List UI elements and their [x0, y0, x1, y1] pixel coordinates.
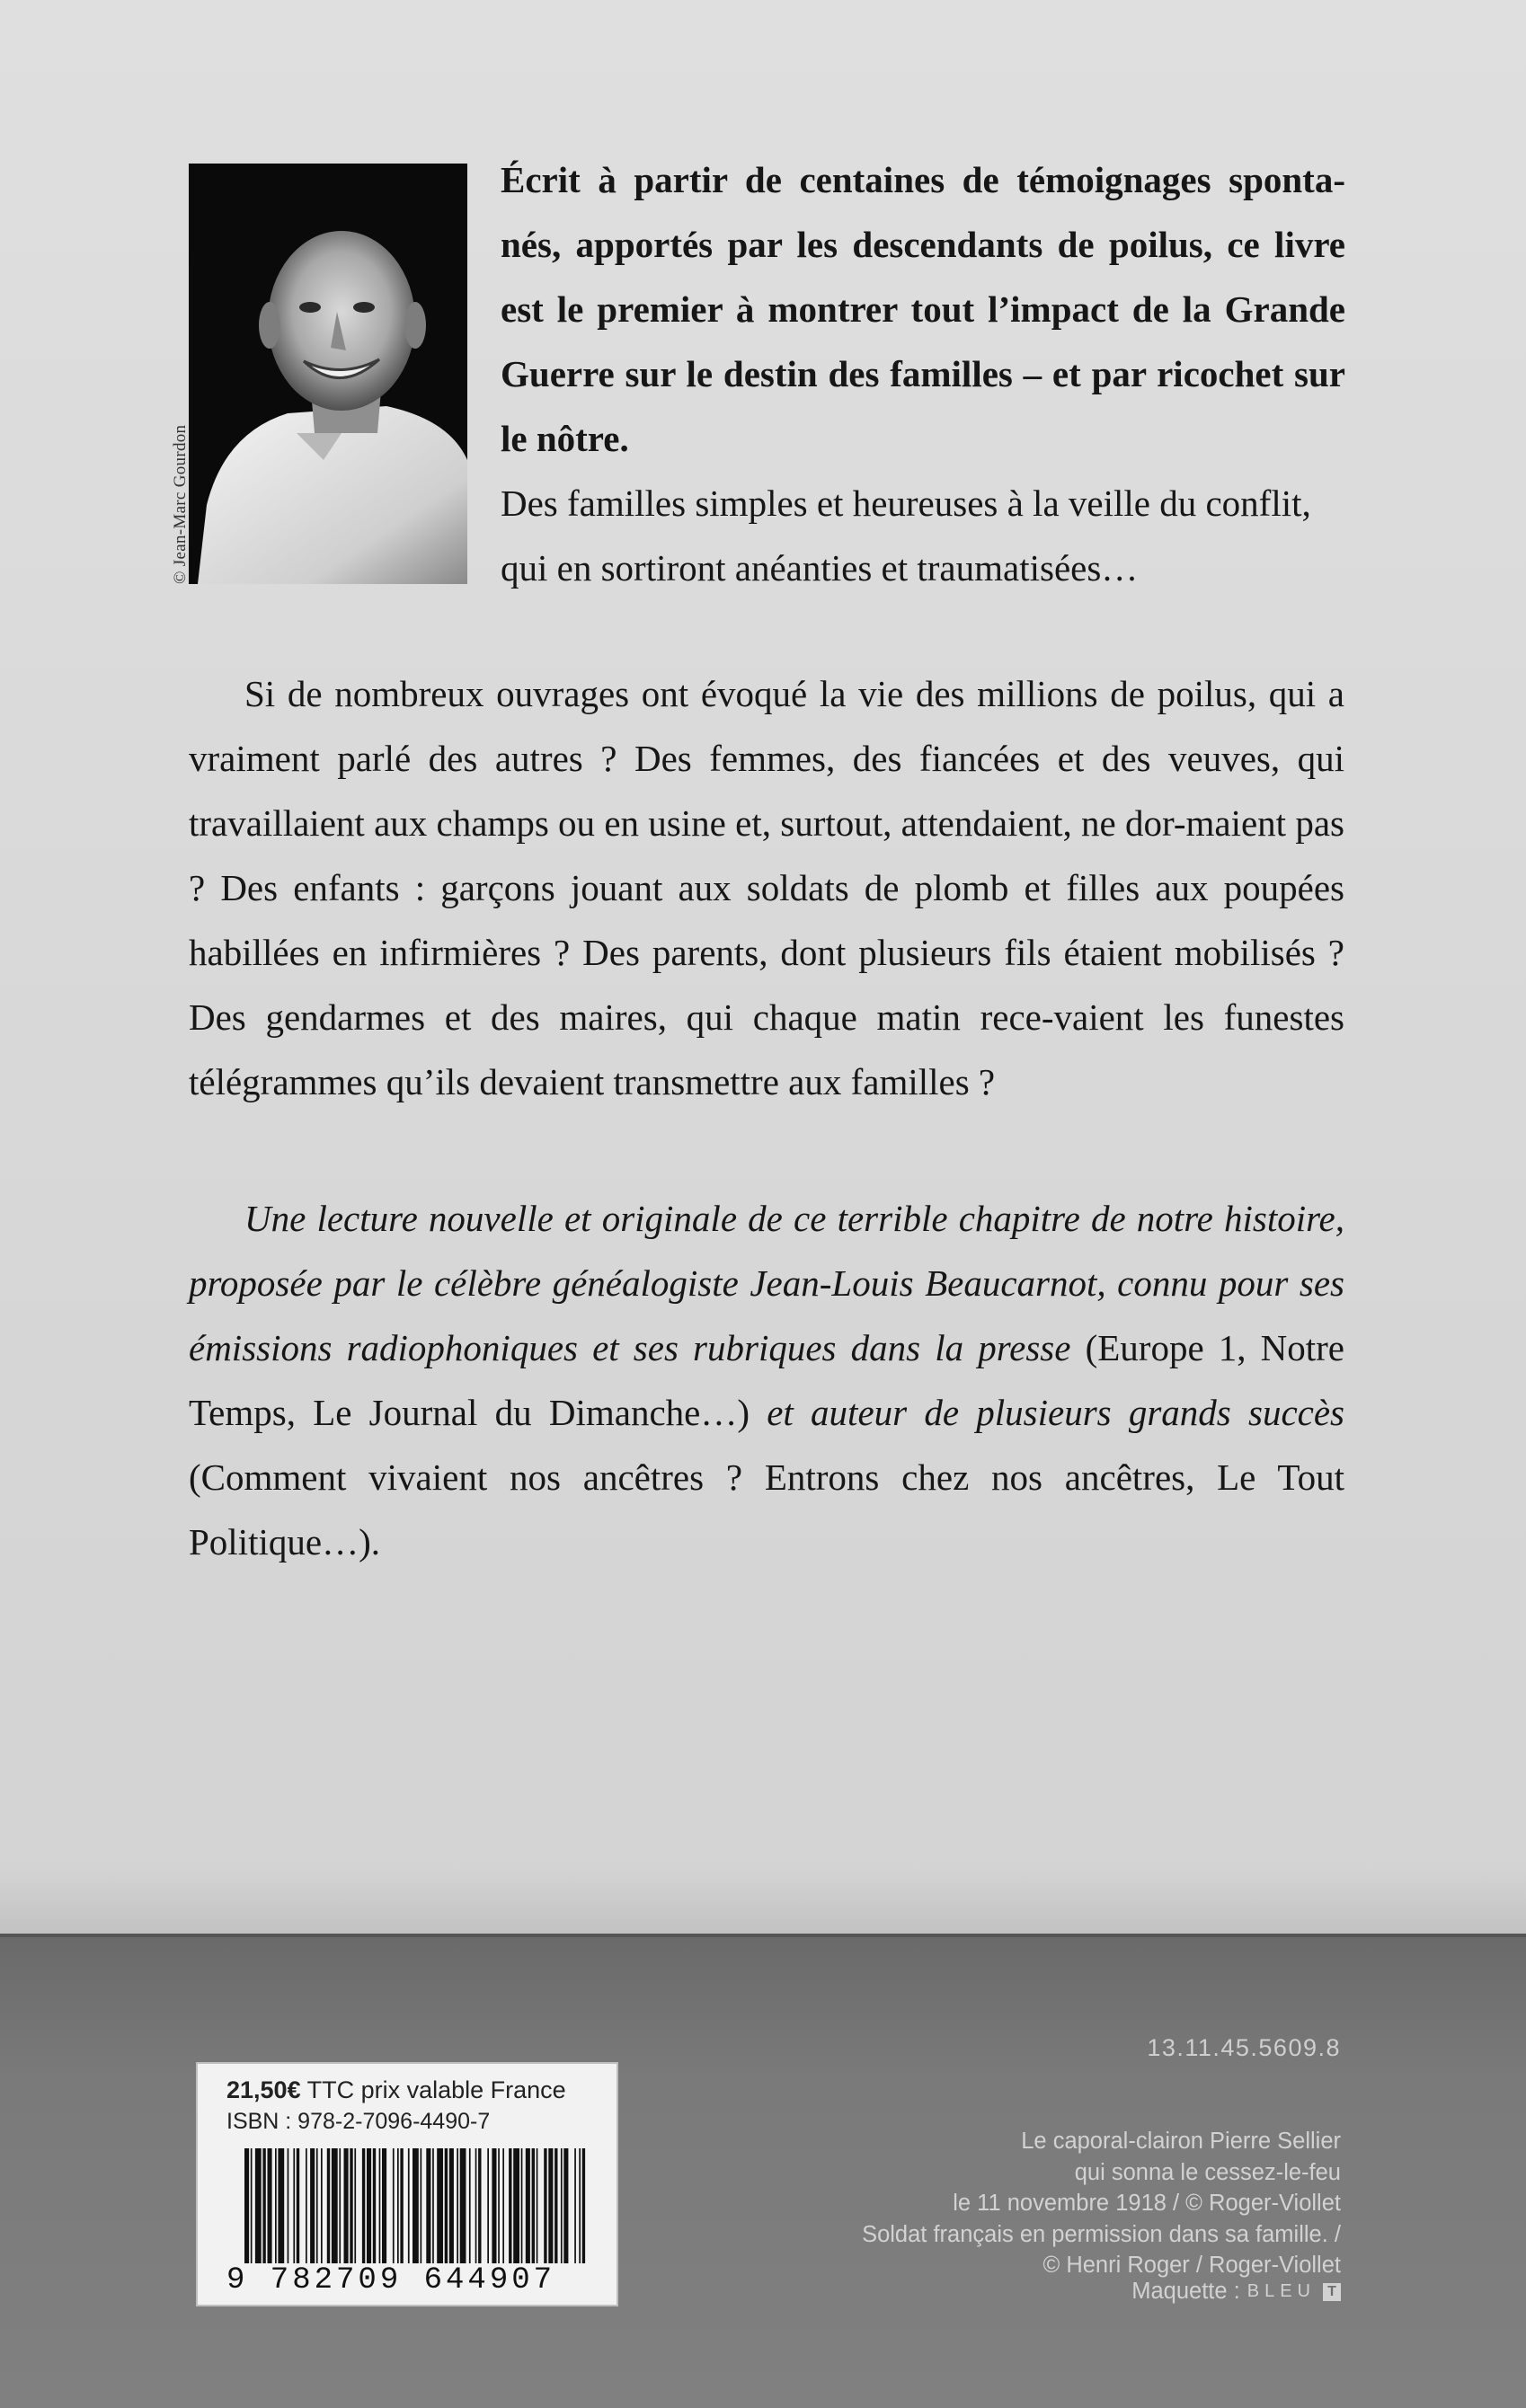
barcode-bar: [297, 2148, 299, 2271]
barcode-bar: [262, 2148, 265, 2271]
barcode-bar: [457, 2148, 458, 2271]
barcode-bar: [288, 2148, 289, 2271]
barcode-bar: [344, 2148, 349, 2271]
barcode-bar: [548, 2148, 553, 2271]
price-line: [226, 2076, 566, 2104]
barcode-bar: [426, 2148, 430, 2271]
barcode-bar: [526, 2148, 530, 2271]
paragraph-2-italic-2: et auteur de plusieurs grands succès: [767, 1392, 1344, 1433]
barcode-bar: [513, 2148, 519, 2271]
barcode-bar: [306, 2148, 307, 2271]
barcode-bar: [574, 2148, 576, 2271]
barcode-bar: [449, 2148, 454, 2271]
caption-line: qui sonna le cessez-le-feu: [1074, 2159, 1341, 2185]
barcode-bar: [445, 2148, 448, 2271]
barcode-bar: [478, 2148, 481, 2271]
barcode-bar: [537, 2148, 538, 2271]
author-photo: [189, 164, 467, 584]
barcode-bar: [255, 2148, 262, 2271]
barcode-bar: [310, 2148, 315, 2271]
barcode-bar: [421, 2148, 422, 2271]
maquette-label: Maquette :: [1131, 2279, 1240, 2304]
barcode-bar: [413, 2148, 419, 2271]
caption-line: Le caporal-clairon Pierre Sellier: [1021, 2129, 1341, 2154]
barcode-bar: [397, 2148, 399, 2271]
caption-line: © Henri Roger / Roger-Viollet: [1042, 2253, 1341, 2278]
barcode-bar: [579, 2148, 581, 2271]
barcode-digits: 9 782709 644907: [225, 2263, 604, 2297]
barcode-bar: [492, 2148, 496, 2271]
barcode-bar: [316, 2148, 318, 2271]
barcode-bar: [469, 2148, 471, 2271]
barcode-bar: [408, 2148, 410, 2271]
paragraph-2-roman-2: (Comment vivaient nos ancêtres ? Entrons chez nos ancêtres, Le Tout Politique…).: [189, 1456, 1344, 1563]
barcode-bar: [400, 2148, 403, 2271]
barcode-bar: [460, 2148, 466, 2271]
catalog-code: 13.11.45.5609.8: [1147, 2034, 1341, 2061]
barcode-bar: [475, 2148, 477, 2271]
paragraph-2-roman-1: (Europe 1, Notre Temps, Le Journal du Dimanche…): [189, 1327, 1344, 1433]
maquette-brand: BLEU: [1247, 2281, 1316, 2301]
barcode-bar: [563, 2148, 568, 2271]
price-sticker: [196, 2062, 618, 2306]
maquette-credit: [1131, 2279, 1341, 2305]
barcode-bar: [362, 2148, 365, 2271]
barcode-bar: [582, 2148, 585, 2271]
price-suffix: TTC prix valable France: [300, 2076, 566, 2103]
barcode-bar: [251, 2148, 253, 2271]
barcode-bar: [350, 2148, 352, 2271]
panel-shadow: [0, 1869, 1526, 1934]
barcode-bar: [498, 2148, 500, 2271]
barcode-bar: [561, 2148, 563, 2271]
barcode-bar: [502, 2148, 504, 2271]
barcode-bar: [354, 2148, 356, 2271]
barcode-bar: [327, 2148, 330, 2271]
paragraph-1: Si de nombreux ouvrages ont évoqué la vie des millions de poilus, qui a vraiment parlé des autres ? Des femmes, des fiancées et des veuves, qui travaillaient aux champs ou en usine et, surtout, attendaient, ne dor-maient pas ? Des enfants : garçons jouant aux soldats de plomb et filles aux poupées habillées en infirmières ? Des parents, dont plusieurs fils étaient mobilisés ? Des gendarmes et des maires, qui chaque matin rece-vaient les funestes télégrammes qu’ils devaient transmettre aux familles ?: [189, 673, 1344, 1102]
intro-bold-text: Écrit à partir de centaines de témoignages sponta-nés, apportés par les descendants de poilus, ce livre est le premier à montrer tout l’impact de la Grande Guerre sur le destin des familles – et par ricochet sur le nôtre.: [501, 159, 1345, 459]
photo-credit: © Jean-Marc Gourdon: [171, 424, 190, 584]
barcode-bar: [509, 2148, 511, 2271]
paragraph-2: [189, 1186, 1344, 1574]
isbn: ISBN : 978-2-7096-4490-7: [226, 2109, 491, 2134]
barcode-bar: [544, 2148, 546, 2271]
barcode-bar: [393, 2148, 395, 2271]
barcode-bar: [244, 2148, 249, 2271]
barcode-bar: [321, 2148, 323, 2271]
barcode-bar: [278, 2148, 284, 2271]
barcode-bar: [487, 2148, 489, 2271]
barcode-bar: [339, 2148, 341, 2271]
publisher-logo-icon: T: [1323, 2283, 1341, 2301]
barcode-bar: [332, 2148, 338, 2271]
barcode-bar: [373, 2148, 376, 2271]
paragraph-2-italic-1: Une lecture nouvelle et originale de ce terrible chapitre de notre histoire, proposée par le célèbre généalogiste Jean-Louis Beaucarnot, connu pour ses émissions radiophoniques et ses rubriques dans la presse: [189, 1198, 1344, 1368]
caption-line: le 11 novembre 1918 / © Roger-Viollet: [953, 2191, 1341, 2216]
barcode-bar: [432, 2148, 434, 2271]
intro-text: Des familles simples et heureuses à la veille du conflit, qui en sortiront anéanties et traumatisées…: [501, 482, 1311, 589]
price: 21,50€: [226, 2076, 301, 2103]
barcode-bar: [268, 2148, 272, 2271]
barcode-bar: [275, 2148, 277, 2271]
photo-captions: [694, 2126, 1341, 2281]
barcode-bar: [293, 2148, 295, 2271]
barcode: [244, 2148, 586, 2271]
barcode-bar: [555, 2148, 557, 2271]
barcode-bar: [532, 2148, 535, 2271]
barcode-bar: [521, 2148, 523, 2271]
barcode-bar: [382, 2148, 386, 2271]
barcode-bar: [437, 2148, 443, 2271]
barcode-bar: [379, 2148, 381, 2271]
barcode-bar: [367, 2148, 371, 2271]
caption-line: Soldat français en permission dans sa famille. /: [862, 2221, 1341, 2247]
